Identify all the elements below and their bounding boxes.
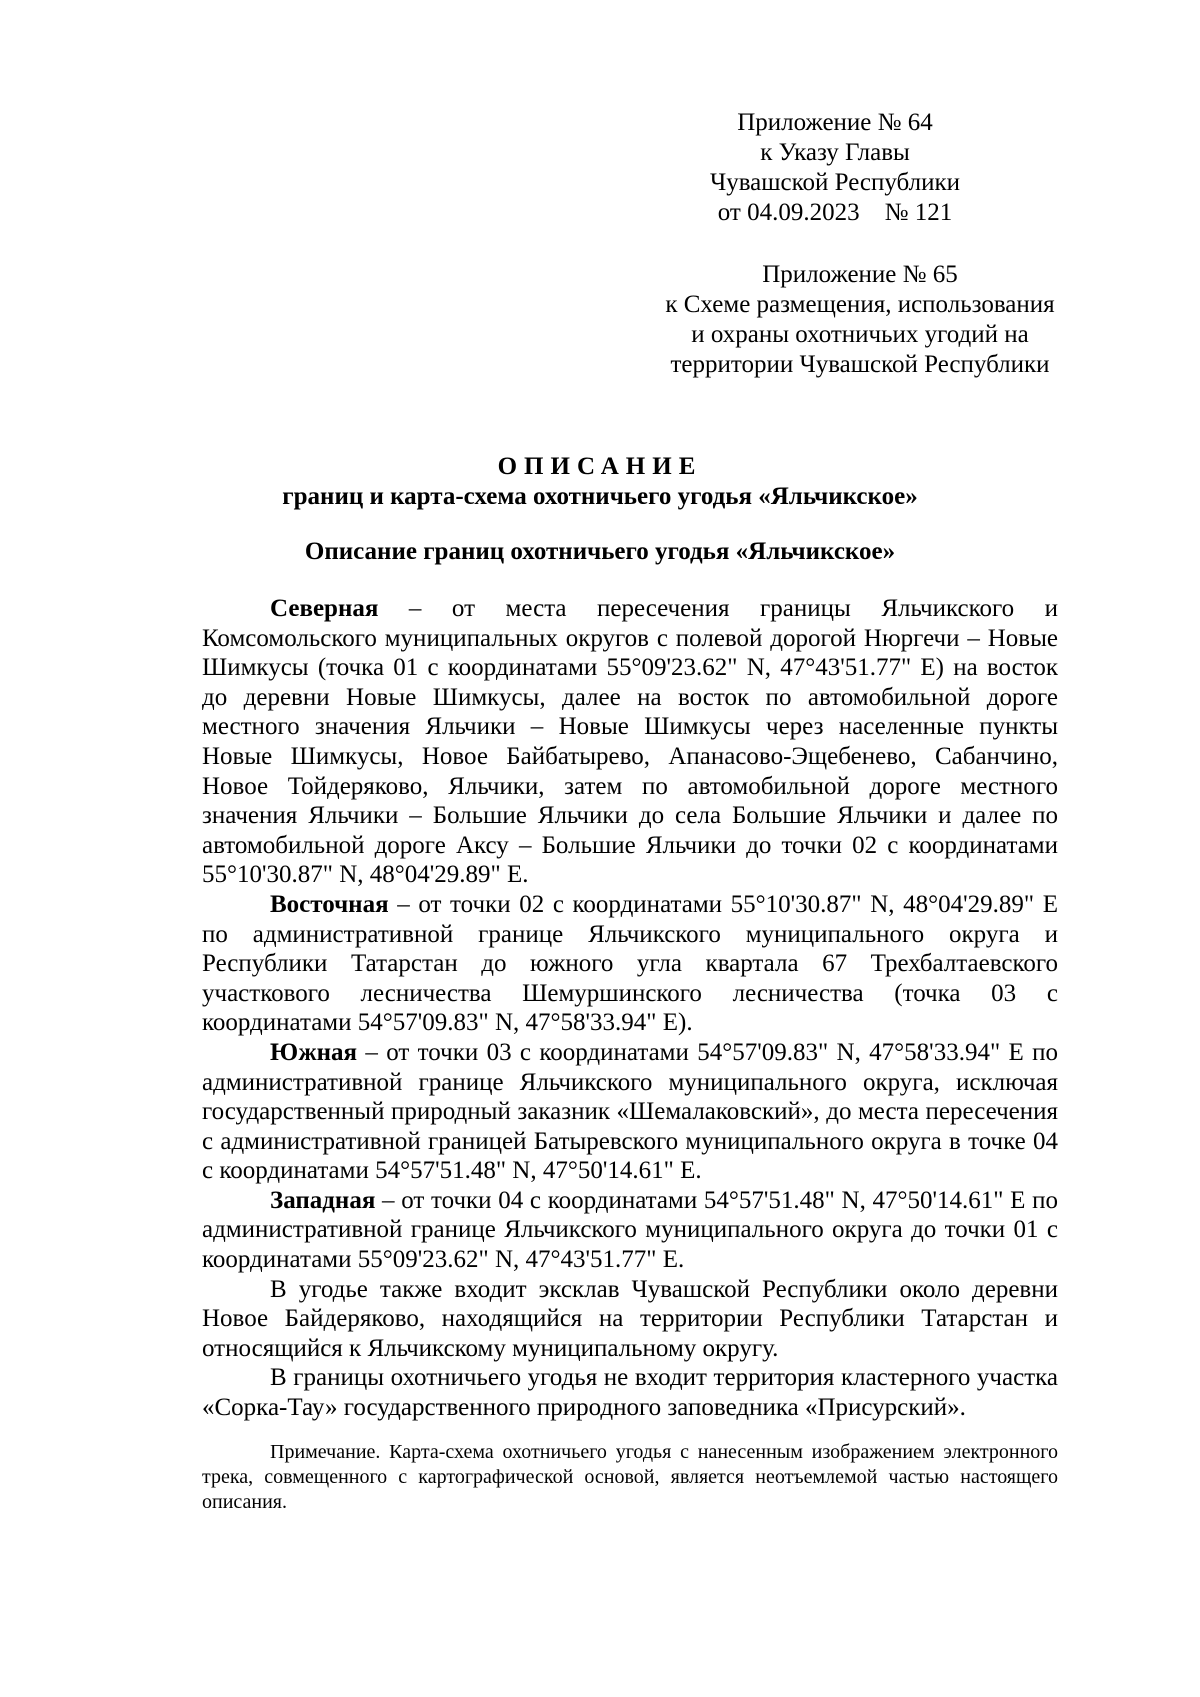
paragraph-exclave: В угодье также входит эксклав Чувашской Республики около деревни Новое Байдеряково, находящийся на территории Республики Татарстан и относящийся к Яльчикскому муниципальному округу. <box>202 1275 1058 1362</box>
appendix-65-line1: Приложение № 65 <box>762 261 958 288</box>
paragraph-west <box>202 1186 1058 1275</box>
appendix-64-line4: от 04.09.2023 № 121 <box>717 199 953 226</box>
document-title: ОПИСАНИЕ <box>497 453 703 480</box>
appendix-64-header <box>695 108 975 228</box>
paragraph-excluded: В границы охотничьего угодья не входит территория кластерного участка «Сорка-Тау» государственного природного заповедника «Присурский». <box>202 1364 1058 1422</box>
south-label: Южная <box>270 1038 358 1066</box>
east-text: – от точки 02 с координатами 55°10'30.87" N, 48°04'29.89" E по административной границе Яльчикского муниципального округа и Республики Татарстан до южного угла квартала 67 Трехбалтаевского участкового лесничества Шемуршинского лесничества (точка 03 с координатами 54°57'09.83" N, 47°58'33.94" E). <box>202 890 1058 1037</box>
appendix-65-line3: и охраны охотничьих угодий на <box>691 321 1029 348</box>
document-subtitle: границ и карта-схема охотничьего угодья «Яльчикское» <box>282 483 918 510</box>
west-text: – от точки 04 с координатами 54°57'51.48" N, 47°50'14.61" E по административной границе Яльчикского муниципального округа до точки 01 с координатами 55°09'23.62" N, 47°43'51.77" E. <box>202 1186 1058 1274</box>
paragraph-north <box>202 594 1058 890</box>
north-text: – от места пересечения границы Яльчикского и Комсомольского муниципальных округов с полевой дорогой Нюргечи – Новые Шимкусы (точка 01 с координатами 55°09'23.62" N, 47°43'51.77" E) на восток до деревни Новые Шимкусы, далее на восток по автомобильной дороге местного значения Яльчики – Новые Шимкусы через населенные пункты Новые Шимкусы, Новое Байбатырево, Апанасово-Эщебенево, Сабанчино, Новое Тойдеряково, Яльчики, затем по автомобильной дороге местного значения Яльчики – Большие Яльчики до села Большие Яльчики и далее по автомобильной дороге Аксу – Большие Яльчики до точки 02 с координатами 55°10'30.87" N, 48°04'29.89" E. <box>202 595 1058 889</box>
appendix-64-line1: Приложение № 64 <box>737 109 933 136</box>
appendix-65-line4: территории Чувашской Республики <box>670 351 1050 378</box>
appendix-65-header <box>650 260 1070 380</box>
south-text: – от точки 03 с координатами 54°57'09.83" N, 47°58'33.94" E по административной границе Яльчикского муниципального округа, исключая государственный природный заказник «Шемалаковский», до места пересечения с административной границей Батыревского муниципального округа в точке 04 с координатами 54°57'51.48" N, 47°50'14.61" E. <box>202 1038 1058 1185</box>
appendix-64-line3: Чувашской Республики <box>709 169 961 196</box>
boundary-description <box>202 594 1058 1423</box>
appendix-64-line2: к Указу Главы <box>760 139 910 166</box>
paragraph-south <box>202 1038 1058 1186</box>
section-heading: Описание границ охотничьего угодья «Яльчикское» <box>304 538 896 565</box>
east-label: Восточная <box>270 890 389 918</box>
footnote: Примечание. Карта-схема охотничьего угодья с нанесенным изображением электронного трека, совмещенного с картографической основой, является неотъемлемой частью настоящего описания. <box>202 1441 1058 1513</box>
north-label: Северная <box>270 595 379 622</box>
appendix-65-line2: к Схеме размещения, использования <box>665 291 1055 318</box>
west-label: Западная <box>270 1186 376 1214</box>
paragraph-east <box>202 890 1058 1038</box>
